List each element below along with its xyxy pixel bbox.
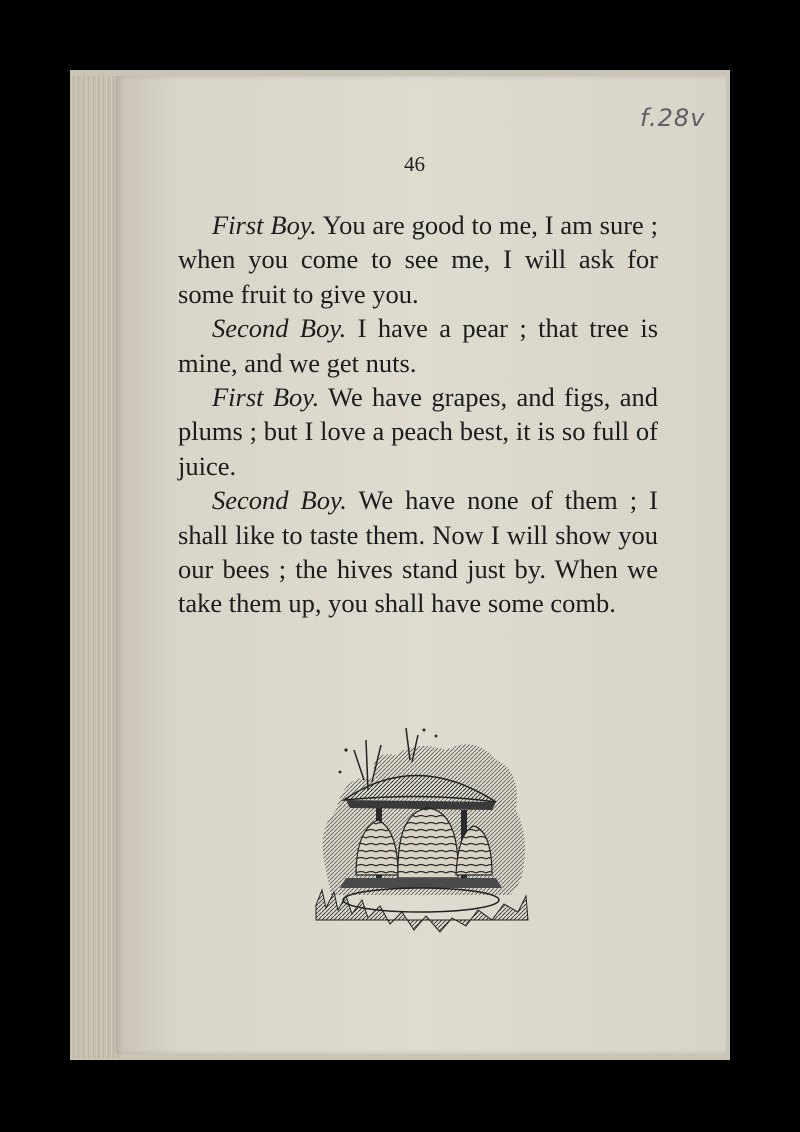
speaker-label: First Boy. [212, 382, 320, 413]
body-text [178, 208, 658, 621]
speaker-label: Second Boy. [212, 485, 347, 516]
speaker-label: First Boy. [212, 210, 317, 240]
dialogue-text: You are good to me, I am sure ; when you come to see me, I will ask for some fruit to give you. [178, 210, 658, 309]
paragraph [178, 483, 658, 621]
folio-annotation: f.28v [640, 104, 706, 132]
beehive-shelter-engraving-icon [306, 720, 534, 942]
dialogue-text: We have none of them ; I shall like to taste them. Now I will show you our bees ; the hives stand just by. When we take them up, you shall have some comb. [178, 485, 658, 619]
speaker-label: Second Boy. [212, 313, 347, 344]
paragraph [178, 380, 658, 483]
dialogue-text: We have grapes, and figs, and plums ; but I love a peach best, it is so full of juice. [178, 382, 658, 481]
paragraph [178, 208, 658, 311]
page-number: 46 [404, 152, 425, 176]
paragraph [178, 311, 658, 380]
page-edges [70, 76, 122, 1058]
dialogue-text: I have a pear ; that tree is mine, and we get nuts. [178, 313, 659, 378]
